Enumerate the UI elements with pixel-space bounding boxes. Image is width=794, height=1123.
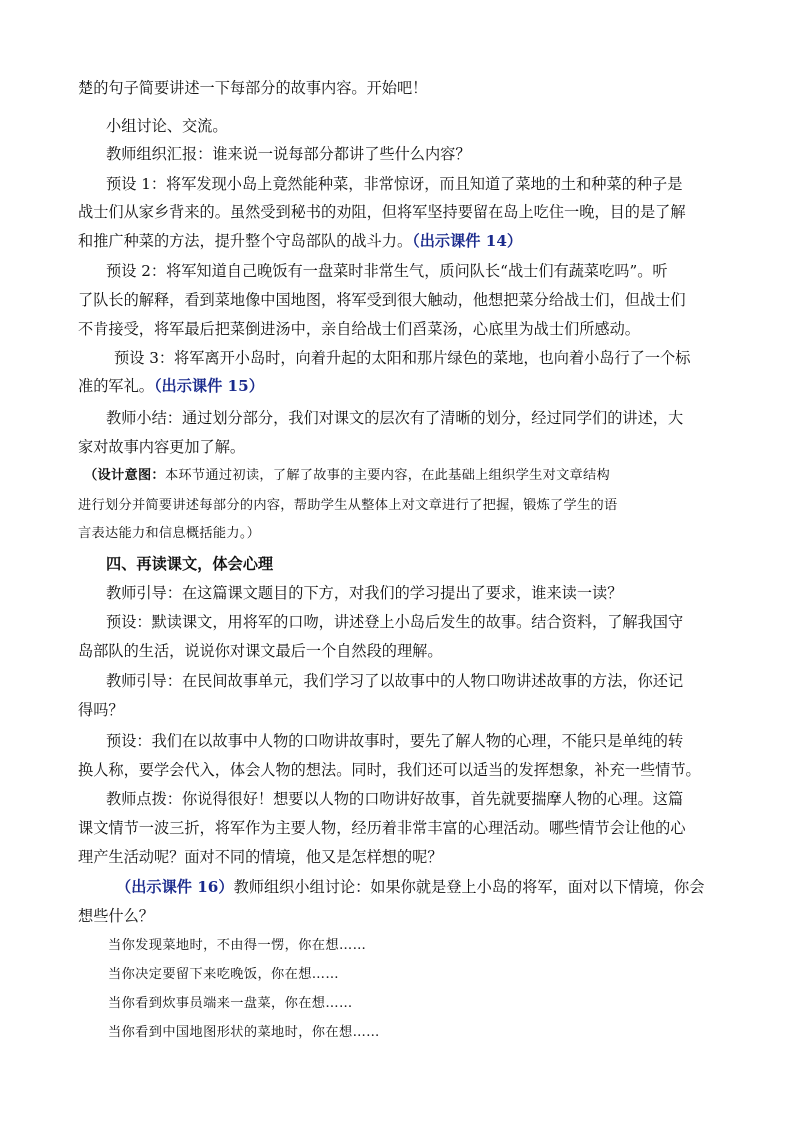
paragraph-line (116, 873, 756, 901)
paragraph-line (78, 227, 718, 255)
courseware-ref: （出示课件 14） (412, 232, 523, 250)
paragraph-line: 预设 3：将军离开小岛时，向着升起的太阳和那片绿色的菜地，也向着小岛行了一个标 (114, 349, 691, 367)
paragraph-line (78, 372, 718, 400)
paragraph-line: 预设 1：将军发现小岛上竟然能种菜，非常惊讶，而且知道了菜地的土和种菜的种子是 (106, 175, 683, 193)
paragraph-line: 得吗？ (78, 701, 124, 719)
paragraph-line: 换人称，要学会代入，体会人物的想法。同时，我们还可以适当的发挥想象，补充一些情节。 (78, 761, 701, 779)
paragraph-line: 教师引导：在民间故事单元，我们学习了以故事中的人物口吻讲述故事的方法，你还记 (106, 672, 684, 690)
paragraph-line: 预设：我们在以故事中人物的口吻讲故事时，要先了解人物的心理，不能只是单纯的转 (106, 732, 684, 750)
text: 和推广种菜的方法，提升整个守岛部队的战斗力。 (78, 232, 413, 250)
section-heading: 四、再读课文，体会心理 (106, 555, 274, 573)
paragraph-line: 课文情节一波三折，将军作为主要人物，经历着非常丰富的心理活动。哪些情节会让他的心 (78, 819, 686, 837)
text: 本环节通过初读，了解了故事的主要内容，在此基础上组织学生对文章结构 (164, 468, 611, 483)
paragraph-line: 楚的句子简要讲述一下每部分的故事内容。开始吧！ (78, 79, 428, 97)
paragraph-line: 预设：默读课文，用将军的口吻，讲述登上小岛后发生的故事。结合资料，了解我国守 (106, 613, 684, 631)
paragraph-line: 理产生活动呢？面对不同的情境，他又是怎样想的呢？ (78, 848, 443, 866)
prompt-line: 当你发现菜地时，不由得一愣，你在想…… (108, 938, 367, 953)
paragraph-line: 小组讨论、交流。 (106, 117, 228, 135)
design-note-line: 进行划分并简要讲述每部分的内容，帮助学生从整体上对文章进行了把握，锻炼了学生的语 (78, 498, 618, 513)
paragraph-line: 教师组织汇报：谁来说一说每部分都讲了些什么内容？ (106, 145, 471, 163)
paragraph-line: 预设 2：将军知道自己晚饭有一盘菜时非常生气，质问队长“战士们有蔬菜吃吗”。听 (106, 262, 668, 280)
prompt-line: 当你决定要留下来吃晚饭，你在想…… (108, 967, 339, 982)
paragraph-line: 想些什么？ (78, 907, 154, 925)
design-note-line: 言表达能力和信息概括能力。） (78, 526, 261, 541)
prompt-line: 当你看到炊事员端来一盘菜，你在想…… (108, 996, 353, 1011)
paragraph-line: 教师引导：在这篇课文题目的下方，对我们的学习提出了要求，谁来读一读？ (106, 584, 623, 602)
paragraph-line: 教师小结：通过划分部分，我们对课文的层次有了清晰的划分，经过同学们的讲述，大 (106, 409, 684, 427)
paragraph-line: 岛部队的生活，说说你对课文最后一个自然段的理解。 (78, 642, 443, 660)
paragraph-line: 不肯接受，将军最后把菜倒进汤中，亲自给战士们舀菜汤，心底里为战士们所感动。 (78, 320, 640, 338)
paragraph-line: 战士们从家乡背来的。虽然受到秘书的劝阻，但将军坚持要留在岛上吃住一晚，目的是了解 (78, 203, 686, 221)
text: 准的军礼。 (78, 377, 154, 395)
paragraph-line: 家对故事内容更加了解。 (78, 438, 246, 456)
text: 教师组织小组讨论：如果你就是登上小岛的将军，面对以下情境，你会 (233, 878, 705, 896)
paragraph-line: 教师点拨：你说得很好！想要以人物的口吻讲好故事，首先就要揣摩人物的心理。这篇 (106, 790, 684, 808)
paragraph-line: 了队长的解释，看到菜地像中国地图，将军受到很大触动，他想把菜分给战士们，但战士们 (78, 291, 686, 309)
prompt-line: 当你看到中国地图形状的菜地时，你在想…… (108, 1025, 380, 1040)
design-note-label: （设计意图： (84, 468, 165, 483)
courseware-ref: （出示课件 16） (116, 878, 234, 896)
courseware-ref: （出示课件 15） (153, 377, 264, 395)
design-note-line (84, 462, 724, 490)
